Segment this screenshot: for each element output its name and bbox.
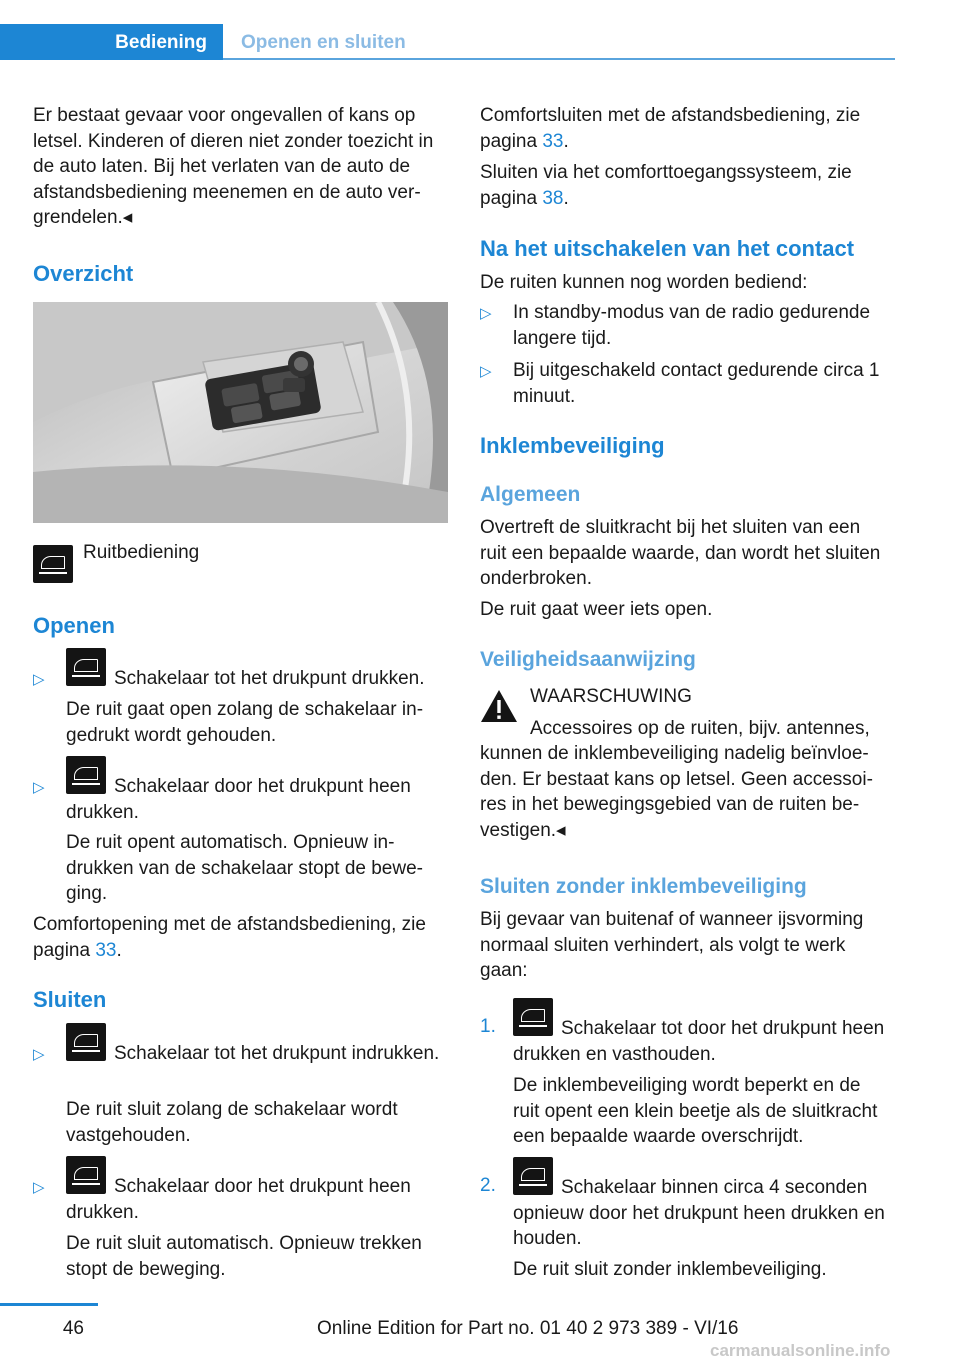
bullet-icon: ▷ [33, 671, 45, 688]
openen-heading: Openen [33, 613, 115, 638]
bullet-icon: ▷ [33, 1179, 45, 1196]
step2-text: Schakelaar binnen circa 4 seconden opnieuw door het drukpunt heen drukken en houden. [513, 1177, 885, 1249]
after-ignition-heading: Na het uitschakelen van het contact [480, 236, 855, 261]
comfort-open-text: Comfortopening met de afstandsbediening, zie pagina 33. [33, 914, 426, 961]
bullet-icon: ▷ [33, 1046, 45, 1063]
page-link-33[interactable]: 33 [542, 130, 564, 152]
comfort-access-text: Sluiten via het comforttoegangssysteem, zie pagina 38. [480, 162, 852, 209]
pinch-protection-heading: Inklembeveiliging [480, 433, 665, 458]
safety-heading: Veiligheidsaanwijzing [480, 648, 696, 671]
comfort-close-text: Comfortsluiten met de afstandsbediening, zie pagina 33. [480, 105, 861, 152]
overview-heading: Overzicht [33, 261, 134, 286]
sluiten-step2-detail: De ruit sluit automatisch. Opnieuw trekken stopt de beweging. [66, 1233, 422, 1280]
edition-text: Online Edition for Part no. 01 40 2 973 389 - VI/16 [317, 1318, 739, 1339]
warning-text: kunnen de inklembeveiliging nadelig beïnvloeden. Er bestaat kans op letsel. Geen accessoires in het bewegingsgebied van de ruiten bevestigen.◂ [480, 743, 873, 841]
intro-warning-text: Er bestaat gevaar voor ongevallen of kans op letsel. Kinderen of dieren niet zonder toezicht in de auto laten. Bij het verlaten van de auto de afstandsbediening meenemen en de auto vergrendelen.◂ [33, 105, 434, 228]
footer-rule [0, 1303, 98, 1306]
general-heading: Algemeen [480, 483, 581, 506]
window-switch-icon [33, 545, 73, 583]
warning-lead: Accessoires op de ruiten, bijv. antennes, [530, 718, 870, 739]
step-number: 1. [480, 1016, 496, 1037]
bullet-icon: ▷ [480, 363, 492, 380]
chapter-tab[interactable]: Openen en sluiten [241, 32, 406, 53]
watermark: carmanualsonline.info [710, 1341, 891, 1360]
general-text-2: De ruit gaat weer iets open. [480, 599, 713, 620]
sluiten-step1-text: Schakelaar tot het drukpunt indrukken. [114, 1043, 440, 1064]
window-switch-icon [66, 648, 106, 686]
after-item-ignition-off: Bij uitgeschakeld contact gedurende circa 1 minuut. [513, 360, 880, 407]
page-number: 46 [62, 1318, 84, 1339]
warning-label: WAARSCHUWING [530, 686, 692, 707]
section-tab[interactable]: Bediening [0, 24, 223, 60]
openen-step2-detail: De ruit opent automatisch. Opnieuw indrukken van de schakelaar stopt de beweging. [66, 832, 423, 904]
openen-step1-text: Schakelaar tot het drukpunt drukken. [114, 668, 425, 689]
door-switch-photo [33, 302, 448, 523]
bullet-icon: ▷ [480, 305, 492, 322]
no-pinch-text: Bij gevaar van buitenaf of wanneer ijsvorming normaal sluiten verhindert, als volgt te werk gaan: [480, 909, 864, 981]
sluiten-step1-detail: De ruit sluit zolang de schakelaar wordt vastgehouden. [66, 1099, 398, 1146]
sluiten-heading: Sluiten [33, 987, 107, 1012]
photo-caption: Ruitbediening [83, 542, 200, 563]
after-item-standby: In standby-modus van de radio gedurende langere tijd. [513, 302, 871, 349]
general-text: Overtreft de sluitkracht bij het sluiten van een ruit een bepaalde waarde, dan wordt het sluiten onderbroken. [480, 517, 881, 589]
step1-text: Schakelaar tot door het drukpunt heen drukken en vasthouden. [513, 1018, 885, 1065]
step1-detail: De inklembeveiliging wordt beperkt en de ruit opent een klein beetje als de sluitkracht een bepaalde waarde overschrijdt. [513, 1075, 878, 1147]
step2-detail: De ruit sluit zonder inklembeveiliging. [513, 1259, 827, 1280]
step-number: 2. [480, 1175, 496, 1196]
no-pinch-heading: Sluiten zonder inklembeveiliging [480, 875, 807, 898]
bullet-icon: ▷ [33, 779, 45, 796]
page-link-33[interactable]: 33 [95, 939, 117, 961]
header-rule [223, 58, 895, 60]
page-header [0, 24, 895, 60]
openen-step1-detail: De ruit gaat open zolang de schakelaar ingedrukt wordt gehouden. [66, 699, 424, 746]
page-link-38[interactable]: 38 [542, 187, 564, 209]
warning-triangle-icon [480, 689, 518, 723]
door-switch-illustration [33, 302, 448, 523]
after-ignition-text: De ruiten kunnen nog worden bediend: [480, 272, 808, 293]
openen-step2-text: Schakelaar door het drukpunt heen drukken. [66, 776, 411, 823]
sluiten-step2-text: Schakelaar door het drukpunt heen drukken. [66, 1176, 411, 1223]
